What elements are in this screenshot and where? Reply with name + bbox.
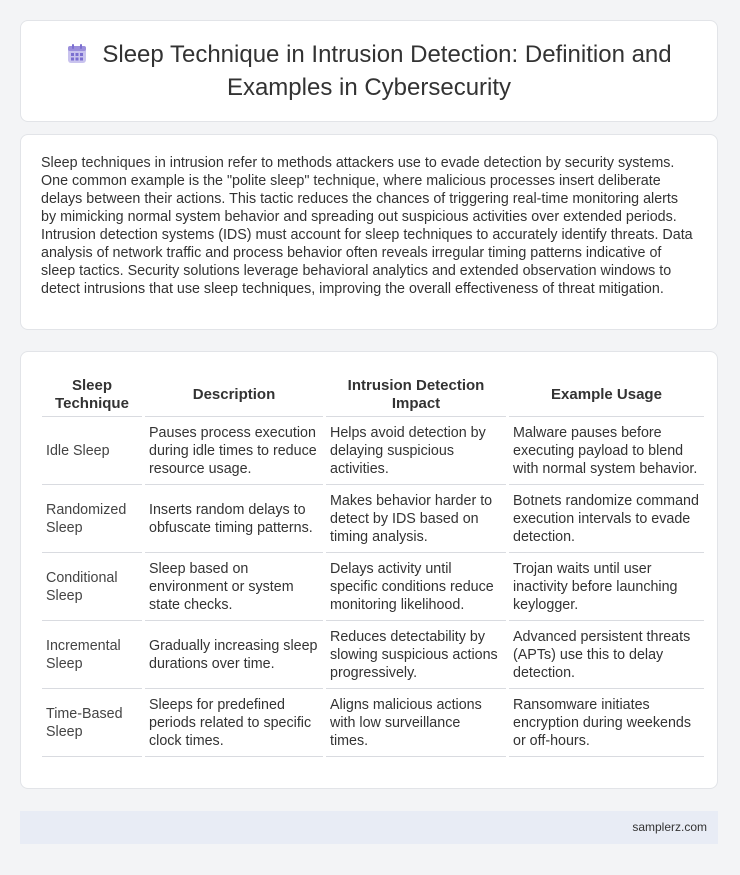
cell-description: Pauses process execution during idle times to reduce resource usage. [145,417,323,485]
table-row [42,485,704,553]
title-card [20,20,718,122]
table-row [42,553,704,621]
cell-example: Ransomware initiates encryption during weekends or off-hours. [509,689,704,757]
sleep-technique-table [39,372,707,757]
table-card [20,351,718,789]
cell-technique: Conditional Sleep [42,553,142,621]
table-row [42,621,704,689]
table-header-row [42,372,704,417]
footer-site-link[interactable]: samplerz.com [632,820,707,834]
footer [20,811,718,844]
intro-paragraph: Sleep techniques in intrusion refer to methods attackers use to evade detection by security systems. One common example is the "polite sleep" technique, where malicious processes insert deliberate delays between their actions. This tactic reduces the chances of triggering real-time monitoring alerts by mimicking normal system behavior and spreading out suspicious activities over extended periods. Intrusion detection systems (IDS) must account for sleep techniques to accurately identify threats. Data analysis of network traffic and process behavior often reveals irregular timing patterns indicative of sleep tactics. Security solutions leverage behavioral analytics and extended observation windows to detect intrusions that use sleep techniques, improving the overall effectiveness of threat mitigation. [41,155,693,297]
cell-technique: Idle Sleep [42,417,142,485]
page-title: Sleep Technique in Intrusion Detection: Definition and Examples in Cybersecurity [102,40,672,101]
intro-card [20,134,718,330]
cell-technique: Incremental Sleep [42,621,142,689]
table-row [42,417,704,485]
table-row [42,689,704,757]
cell-impact: Helps avoid detection by delaying suspicious activities. [326,417,506,485]
cell-impact: Reduces detectability by slowing suspicious actions progressively. [326,621,506,689]
cell-description: Inserts random delays to obfuscate timing patterns. [145,485,323,553]
cell-impact: Aligns malicious actions with low surveillance times. [326,689,506,757]
calendar-grid-icon [66,43,88,73]
cell-description: Sleep based on environment or system state checks. [145,553,323,621]
cell-example: Advanced persistent threats (APTs) use this to delay detection. [509,621,704,689]
header-intrusion-detection-impact: Intrusion Detection Impact [326,372,506,417]
header-description: Description [145,372,323,417]
cell-description: Gradually increasing sleep durations over time. [145,621,323,689]
cell-example: Malware pauses before executing payload to blend with normal system behavior. [509,417,704,485]
page-title-wrap [61,40,677,103]
cell-technique: Randomized Sleep [42,485,142,553]
cell-impact: Makes behavior harder to detect by IDS based on timing analysis. [326,485,506,553]
cell-example: Trojan waits until user inactivity before launching keylogger. [509,553,704,621]
cell-technique: Time-Based Sleep [42,689,142,757]
cell-description: Sleeps for predefined periods related to specific clock times. [145,689,323,757]
header-sleep-technique: Sleep Technique [42,372,142,417]
header-example-usage: Example Usage [509,372,704,417]
cell-example: Botnets randomize command execution intervals to evade detection. [509,485,704,553]
cell-impact: Delays activity until specific conditions reduce monitoring likelihood. [326,553,506,621]
